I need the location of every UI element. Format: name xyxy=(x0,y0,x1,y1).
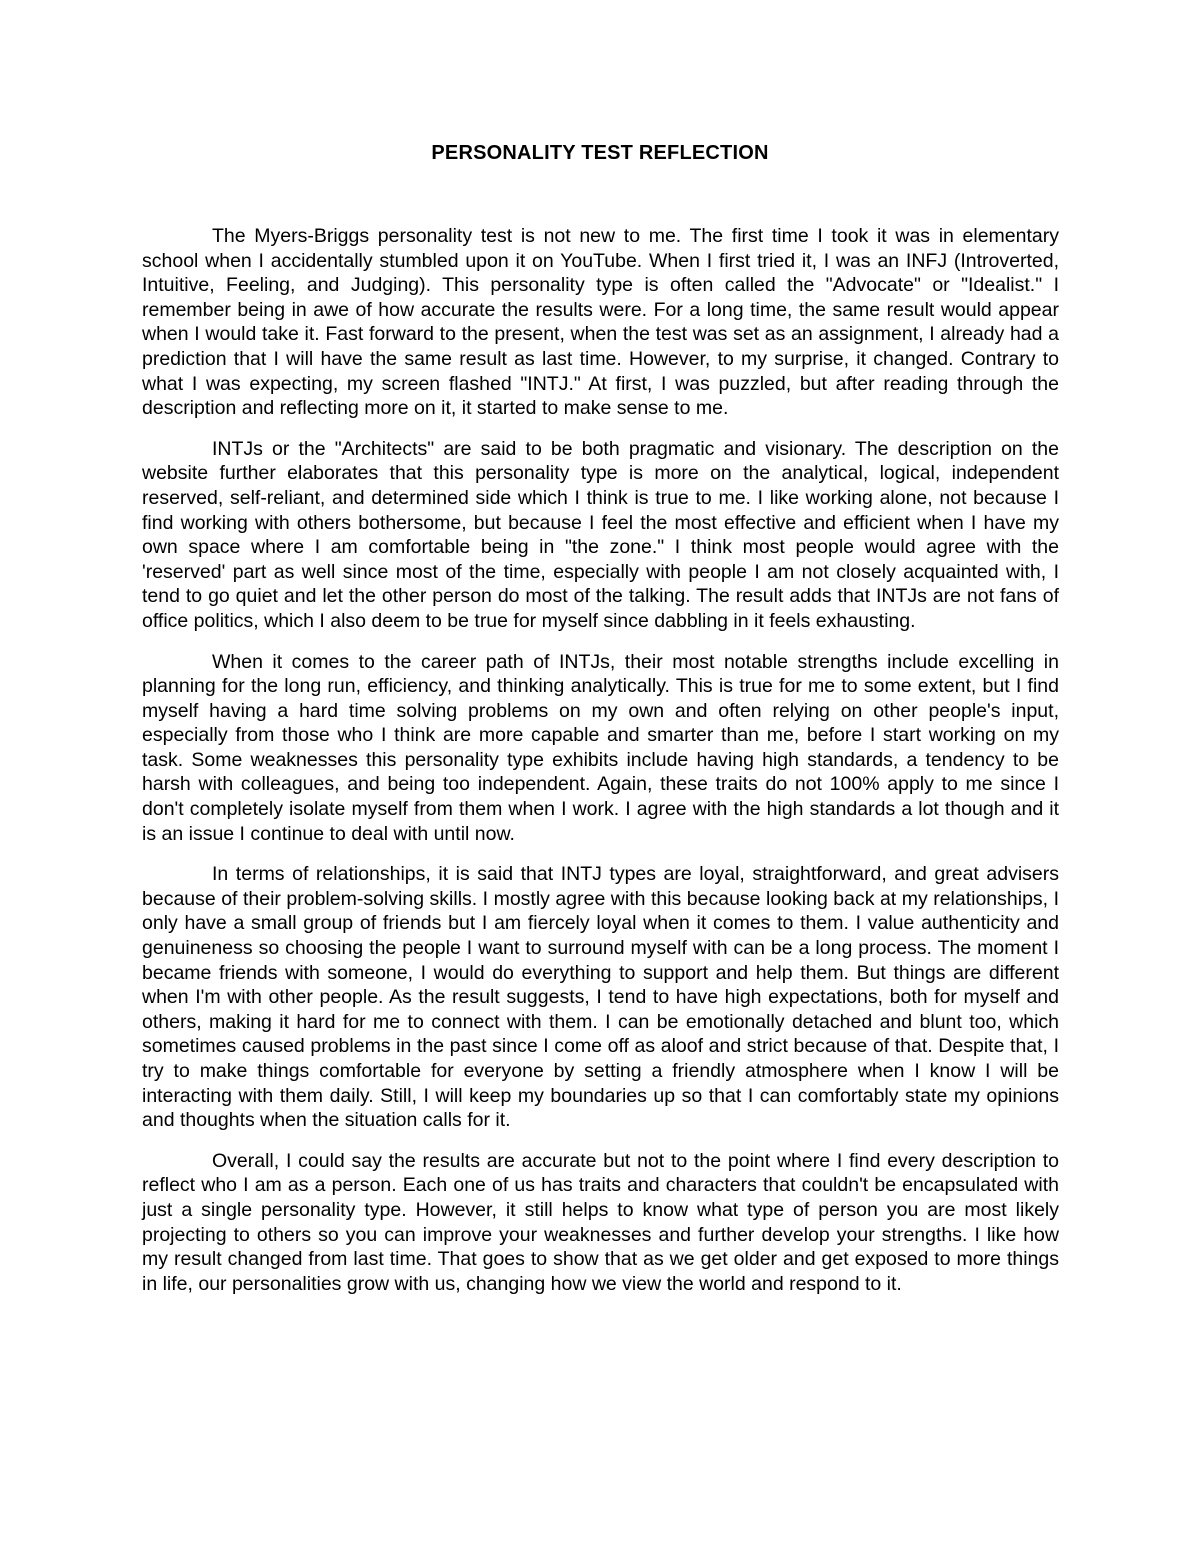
paragraph-relationships: In terms of relationships, it is said that INTJ types are loyal, straightforward, and great advisers because of their problem-solving skills. I mostly agree with this because looking back at my relationships, I only have a small group of friends but I am fiercely loyal when it comes to them. I value authenticity and genuineness so choosing the people I want to surround myself with can be a long process. The moment I became friends with someone, I would do everything to support and help them. But things are different when I'm with other people. As the result suggests, I tend to have high expectations, both for myself and others, making it hard for me to connect with them. I can be emotionally detached and blunt too, which sometimes caused problems in the past since I come off as aloof and strict because of that. Despite that, I try to make things comfortable for everyone by setting a friendly atmosphere when I know I will be interacting with them daily. Still, I will keep my boundaries up so that I can comfortably state my opinions and thoughts when the situation calls for it. xyxy=(142,863,1059,1132)
document-body xyxy=(142,224,1059,1312)
paragraph-conclusion: Overall, I could say the results are accurate but not to the point where I find every description to reflect who I am as a person. Each one of us has traits and characters that couldn't be encapsulated with just a single personality type. However, it still helps to know what type of person you are most likely projecting to others so you can improve your weaknesses and further develop your strengths. I like how my result changed from last time. That goes to show that as we get older and get exposed to more things in life, our personalities grow with us, changing how we view the world and respond to it. xyxy=(142,1149,1059,1295)
paragraph-intro: The Myers-Briggs personality test is not new to me. The first time I took it was in elementary school when I accidentally stumbled upon it on YouTube. When I first tried it, I was an INFJ (Introverted, Intuitive, Feeling, and Judging). This personality type is often called the "Advocate" or "Idealist." I remember being in awe of how accurate the results were. For a long time, the same result would appear when I would take it. Fast forward to the present, when the test was set as an assignment, I already had a prediction that I will have the same result as last time. However, to my surprise, it changed. Contrary to what I was expecting, my screen flashed "INTJ." At first, I was puzzled, but after reading through the description and reflecting more on it, it started to make sense to me. xyxy=(142,225,1059,420)
paragraph-career: When it comes to the career path of INTJs, their most notable strengths include excelling in planning for the long run, efficiency, and thinking analytically. This is true for me to some extent, but I find myself having a hard time solving problems on my own and often relying on other people's input, especially from those who I think are more capable and smarter than me, before I start working on my task. Some weaknesses this personality type exhibits include having high standards, a tendency to be harsh with colleagues, and being too independent. Again, these traits do not 100% apply to me since I don't completely isolate myself from them when I work. I agree with the high standards a lot though and it is an issue I continue to deal with until now. xyxy=(142,650,1059,845)
document-title: PERSONALITY TEST REFLECTION xyxy=(431,142,769,164)
paragraph-architects: INTJs or the "Architects" are said to be both pragmatic and visionary. The description on the website further elaborates that this personality type is more on the analytical, logical, independent reserved, self-reliant, and determined side which I think is true to me. I like working alone, not because I find working with others bothersome, but because I feel the most effective and efficient when I have my own space where I am comfortable being in "the zone." I think most people would agree with the 'reserved' part as well since most of the time, especially with people I am not closely acquainted with, I tend to go quiet and let the other person do most of the talking. The result adds that INTJs are not fans of office politics, which I also deem to be true for myself since dabbling in it feels exhausting. xyxy=(142,437,1059,632)
